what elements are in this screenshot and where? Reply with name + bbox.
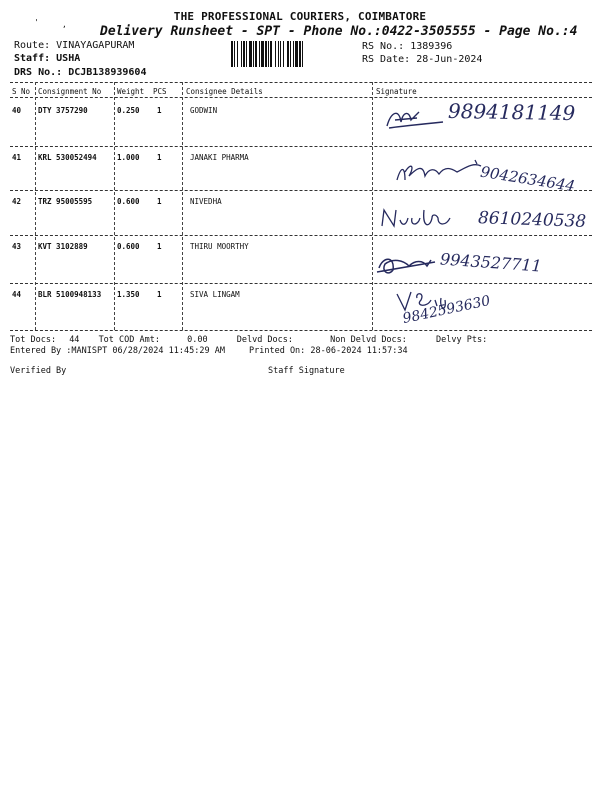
runsheet-title: Delivery Runsheet - SPT - Phone No.:0422-3505555 - Page No.:4: [100, 24, 578, 39]
column-header-sno: S No: [12, 87, 31, 96]
staff-value: USHA: [56, 53, 81, 64]
non-delvd-docs-label: Non Delvd Docs:: [330, 335, 407, 345]
tot-docs-value: 44: [69, 335, 80, 345]
footer-totals: [10, 335, 487, 345]
drs-value: DCJB138939604: [68, 67, 147, 78]
signature-scribble: [380, 206, 460, 236]
table-top-rule: [10, 82, 592, 83]
table-row-weight: 1.350: [117, 290, 140, 299]
rs-date-line: [362, 54, 482, 65]
table-row-consignment: TRZ 95005595: [38, 197, 93, 206]
table-row-sno: 42: [12, 197, 22, 206]
stray-mark: ': [34, 18, 39, 27]
rs-date-label: RS Date:: [362, 54, 411, 65]
staff-label: Staff:: [14, 53, 51, 64]
column-header-consignment: Consignment No: [38, 87, 102, 96]
row-divider: [10, 146, 592, 147]
handwritten-phone: 9894181149: [447, 98, 576, 126]
col-divider: [372, 82, 373, 330]
staff-signature: Staff Signature: [268, 366, 345, 376]
delvd-docs-label: Delvd Docs:: [236, 335, 294, 345]
signature-scribble: [375, 252, 445, 282]
row-divider: [10, 283, 592, 284]
column-header-pcs: PCS: [153, 87, 167, 96]
col-divider: [35, 82, 36, 330]
col-divider: [182, 82, 183, 330]
tot-docs-label: Tot Docs:: [10, 335, 57, 345]
column-header-signature: Signature: [376, 87, 417, 96]
drs-label: DRS No.:: [14, 67, 63, 78]
rs-no-value: 1389396: [410, 41, 453, 52]
route-line: [14, 40, 134, 51]
table-row-sno: 44: [12, 290, 22, 299]
col-divider: [114, 82, 115, 330]
company-name: THE PROFESSIONAL COURIERS, COIMBATORE: [173, 10, 427, 23]
handwritten-phone: 9943527711: [439, 249, 543, 276]
table-row-weight: 0.600: [117, 197, 140, 206]
table-row-consignee: GODWIN: [190, 106, 218, 115]
column-header-weight: Weight: [117, 87, 145, 96]
rs-date-value: 28-Jun-2024: [416, 54, 483, 65]
table-header-rule: [10, 97, 592, 98]
stray-mark: ,: [62, 20, 67, 29]
table-row-pcs: 1: [157, 153, 162, 162]
table-row-consignment: KVT 3102889: [38, 242, 88, 251]
table-row-consignment: KRL 530052494: [38, 153, 97, 162]
table-row-pcs: 1: [157, 242, 162, 251]
table-row-weight: 0.250: [117, 106, 140, 115]
column-header-consignee: Consignee Details: [186, 87, 263, 96]
table-row-consignee: NIVEDHA: [190, 197, 222, 206]
delvy-pts-label: Delvy Pts:: [436, 335, 488, 345]
handwritten-phone: 9842593630: [401, 292, 492, 328]
table-row-weight: 0.600: [117, 242, 140, 251]
tot-cod-value: 0.00: [187, 335, 208, 345]
table-row-pcs: 1: [157, 106, 162, 115]
signature-scribble: [383, 106, 453, 136]
table-row-consignment: DTY 3757290: [38, 106, 88, 115]
table-bottom-rule: [10, 330, 592, 331]
table-row-sno: 41: [12, 153, 22, 162]
table-row-consignment: BLR 5100948133: [38, 290, 102, 299]
row-divider: [10, 190, 592, 191]
rs-no-line: [362, 41, 452, 52]
table-row-pcs: 1: [157, 290, 162, 299]
route-label: Route:: [14, 40, 51, 51]
table-row-consignee: SIVA LINGAM: [190, 290, 240, 299]
table-row-sno: 43: [12, 242, 22, 251]
drs-line: [14, 67, 146, 78]
tot-cod-label: Tot COD Amt:: [98, 335, 160, 345]
entered-by: Entered By :MANISPT 06/28/2024 11:45:29 AM: [10, 346, 225, 356]
table-row-consignee: JANAKI PHARMA: [190, 153, 249, 162]
handwritten-phone: 9042634644: [479, 162, 577, 196]
barcode-bar: [303, 41, 305, 67]
staff-line: [14, 53, 80, 64]
table-row-consignee: THIRU MOORTHY: [190, 242, 249, 251]
table-row-sno: 40: [12, 106, 22, 115]
verified-by: Verified By: [10, 366, 67, 376]
route-value: VINAYAGAPURAM: [56, 40, 135, 51]
rs-no-label: RS No.:: [362, 41, 405, 52]
printed-on: Printed On: 28-06-2024 11:57:34: [249, 346, 408, 356]
table-row-pcs: 1: [157, 197, 162, 206]
handwritten-phone: 8610240538: [477, 208, 587, 232]
barcode: [231, 41, 353, 67]
table-row-weight: 1.000: [117, 153, 140, 162]
row-divider: [10, 235, 592, 236]
